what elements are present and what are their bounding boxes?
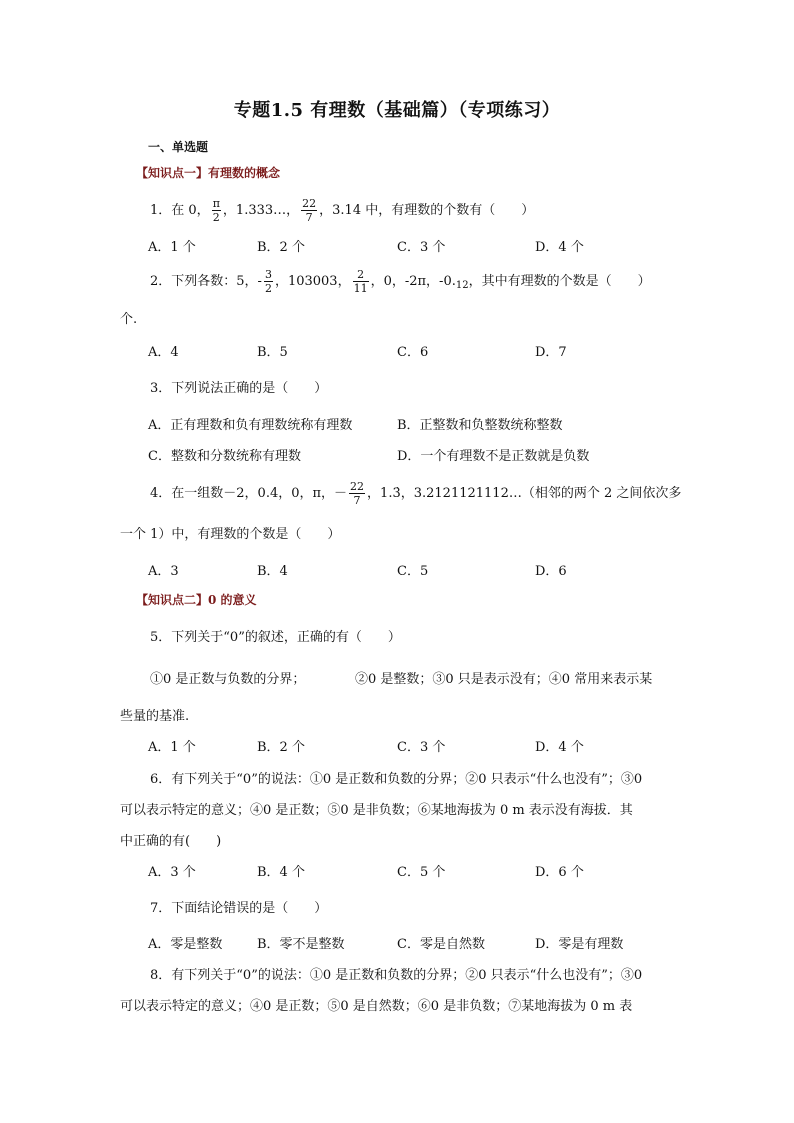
option-d: D．6 — [535, 564, 567, 579]
question-6: 6．有下列关于“0”的说法：①0 是正数和负数的分界；②0 只表示“什么也没有”；③0 — [150, 772, 643, 787]
question-2: 2．下列各数：5，- $\frac{3}{2}$ ，103003， $\frac{2}{11}$ ，0，-2π，$-0._{12}$，其中有理数的个数是（ ） — [150, 268, 651, 295]
option-d: D．一个有理数不是正数就是负数 — [397, 449, 590, 464]
question-1: 1．在 0， $\frac{\pi}{2}$ ，1.333…， $\frac{22}{7}$ ，3.14 中，有理数的个数有（ ） — [150, 197, 535, 224]
option-b: B．2 个 — [257, 240, 305, 255]
question-5: 5．下列关于“0”的叙述，正确的有（ ） — [150, 630, 401, 645]
question-5-statement-1: ①0 是正数与负数的分界； — [150, 672, 306, 687]
question-5-statements-rest: ②0 是整数；③0 只是表示没有；④0 常用来表示某 — [355, 672, 653, 687]
option-d: D．4 个 — [535, 240, 584, 255]
question-5-continued: 些量的基准. — [120, 709, 190, 724]
option-b: B．零不是整数 — [257, 937, 345, 952]
option-c: C．6 — [397, 345, 429, 360]
option-c: C．零是自然数 — [397, 937, 485, 952]
question-7: 7．下面结论错误的是（ ） — [150, 901, 328, 916]
section-heading: 一、单选题 — [148, 140, 209, 154]
option-a: A．3 个 — [148, 865, 196, 880]
fraction: $\frac{\pi}{2}$ — [212, 197, 220, 224]
knowledge-point-heading: 【知识点二】0 的意义 — [136, 593, 257, 607]
fraction: $\frac{22}{7}$ — [350, 480, 365, 507]
fraction: $\frac{2}{11}$ — [353, 268, 368, 295]
question-8-line-2: 可以表示特定的意义；④0 是正数；⑤0 是自然数；⑥0 是非负数；⑦某地海拔为 0 m 表 — [120, 999, 633, 1014]
option-a: A．零是整数 — [148, 937, 223, 952]
option-c: C．5 — [397, 564, 429, 579]
knowledge-point-heading: 【知识点一】有理数的概念 — [136, 166, 281, 180]
option-c: C．5 个 — [397, 865, 446, 880]
option-a: A．1 个 — [148, 240, 196, 255]
option-b: B．4 — [257, 564, 288, 579]
question-4-continued: 一个 1）中，有理数的个数是（ ） — [120, 527, 341, 542]
option-b: B．2 个 — [257, 740, 305, 755]
page-title: 专题1.5 有理数（基础篇）（专项练习） — [233, 100, 561, 121]
question-4: 4．在一组数－2，0.4，0，π，－ $\frac{22}{7}$ ，1.3̇，3.2121121112…（相邻的两个 2 之间依次多 — [150, 480, 682, 507]
option-c: C．3 个 — [397, 240, 446, 255]
question-2-continued: 个. — [120, 312, 138, 327]
option-a: A．正有理数和负有理数统称有理数 — [148, 418, 353, 433]
question-3: 3．下列说法正确的是（ ） — [150, 381, 328, 396]
option-d: D．6 个 — [535, 865, 584, 880]
option-a: A．4 — [148, 345, 179, 360]
option-d: D．零是有理数 — [535, 937, 624, 952]
option-d: D．7 — [535, 345, 567, 360]
option-b: B．4 个 — [257, 865, 305, 880]
option-b: B．5 — [257, 345, 288, 360]
option-a: A．3 — [148, 564, 179, 579]
option-d: D．4 个 — [535, 740, 584, 755]
question-8: 8．有下列关于“0”的说法：①0 是正数和负数的分界；②0 只表示“什么也没有”；③0 — [150, 968, 643, 983]
fraction: $\frac{3}{2}$ — [264, 268, 272, 295]
fraction: $\frac{22}{7}$ — [302, 197, 317, 224]
question-6-line-3: 中正确的有( ) — [120, 834, 222, 849]
option-a: A．1 个 — [148, 740, 196, 755]
option-b: B．正整数和负整数统称整数 — [397, 418, 563, 433]
option-c: C．3 个 — [397, 740, 446, 755]
option-c: C．整数和分数统称有理数 — [148, 449, 301, 464]
question-6-line-2: 可以表示特定的意义；④0 是正数；⑤0 是非负数；⑥某地海拔为 0 m 表示没有海拔．其 — [120, 803, 633, 818]
